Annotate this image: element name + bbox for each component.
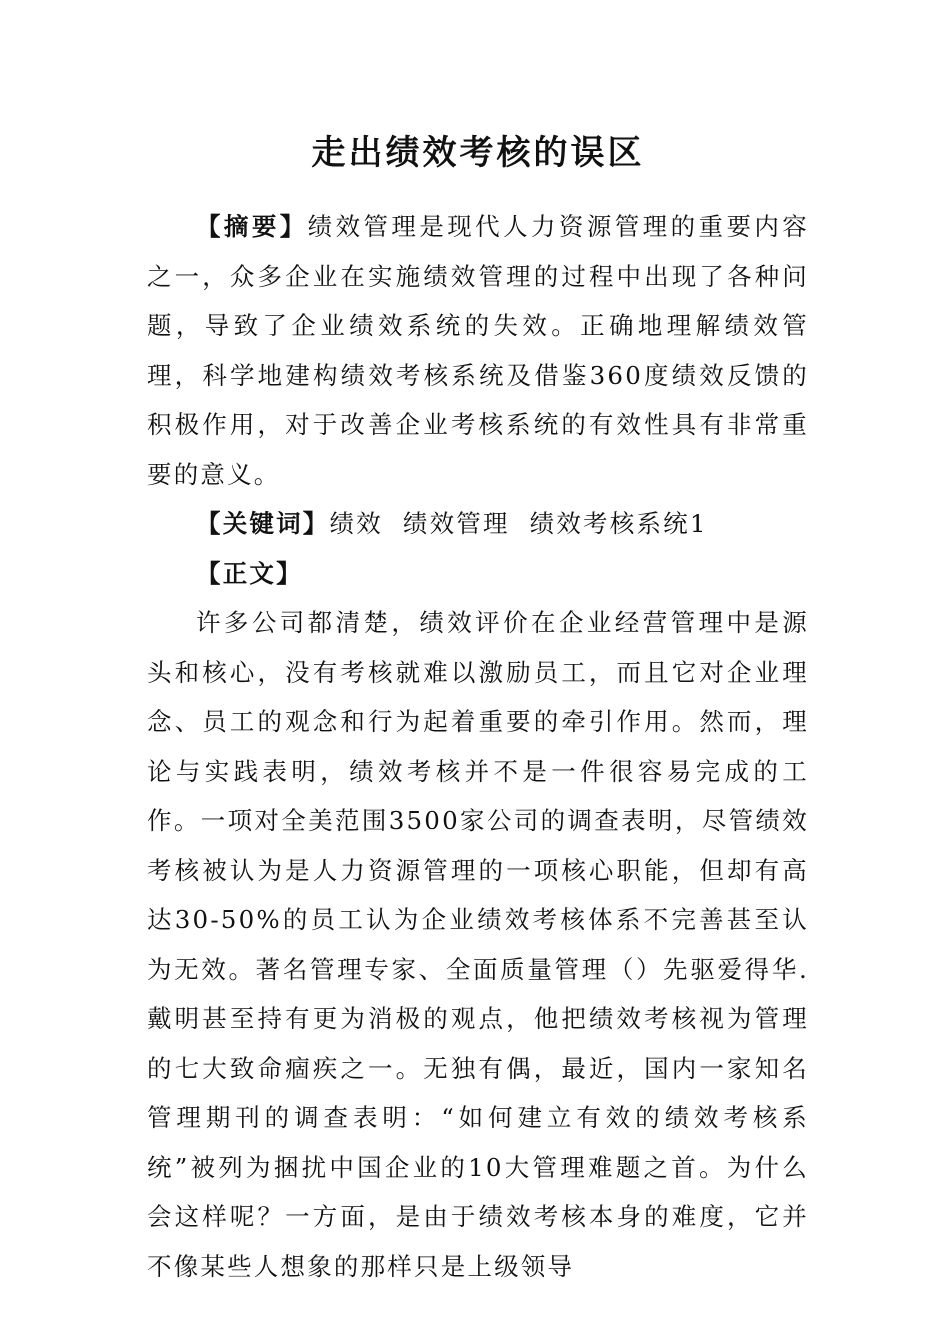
document-body xyxy=(147,202,809,1291)
body-heading: 【正文】 xyxy=(196,558,303,588)
body-paragraph: 许多公司都清楚，绩效评价在企业经营管理中是源头和核心，没有考核就难以激励员工，而且它对企业理念、员工的观念和行为起着重要的牵引作用。然而，理论与实践表明，绩效考核并不是一件很容易完成的工作。一项对全美范围3500家公司的调查表明，尽管绩效考核被认为是人力资源管理的一项核心职能，但却有高达30-50%的员工认为企业绩效考核体系不完善甚至认为无效。著名管理专家、全面质量管理（）先驱爱得华.戴明甚至持有更为消极的观点，他把绩效考核视为管理的七大致命痼疾之一。无独有偶，最近，国内一家知名管理期刊的调查表明：“如何建立有效的绩效考核系统”被列为捆扰中国企业的10大管理难题之首。为什么会这样呢？一方面，是由于绩效考核本身的难度，它并不像某些人想象的那样只是上级领导 xyxy=(147,608,809,1281)
keywords-text: 绩效 绩效管理 绩效考核系统1 xyxy=(329,509,708,538)
abstract-text: 绩效管理是现代人力资源管理的重要内容之一，众多企业在实施绩效管理的过程中出现了各种问题，导致了企业绩效系统的失效。正确地理解绩效管理，科学地建构绩效考核系统及借鉴360度绩效反馈的积极作用，对于改善企业考核系统的有效性具有非常重要的意义。 xyxy=(147,212,809,489)
keywords-paragraph xyxy=(147,499,809,549)
document-title: 走出绩效考核的误区 xyxy=(311,133,645,173)
keywords-label: 【关键词】 xyxy=(196,509,330,538)
abstract-paragraph xyxy=(147,202,809,499)
abstract-label: 【摘要】 xyxy=(196,212,308,241)
